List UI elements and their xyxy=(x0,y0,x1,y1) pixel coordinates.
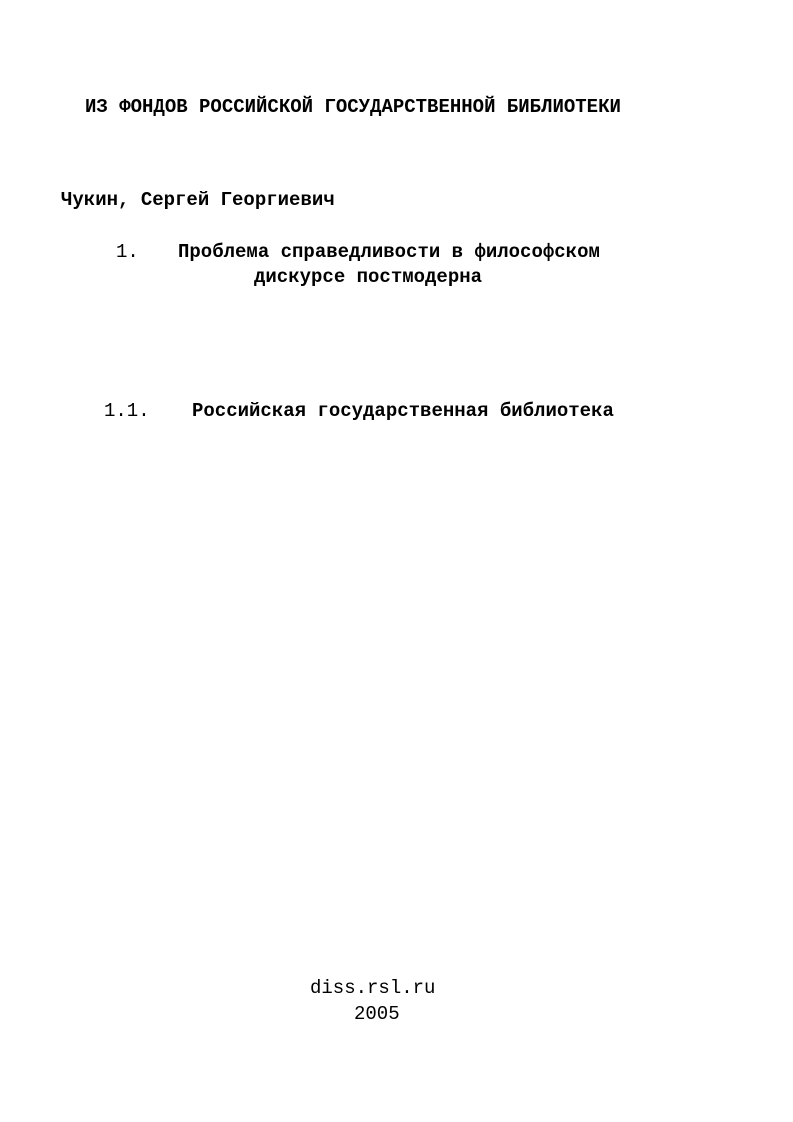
title-number: 1. xyxy=(116,241,139,263)
title-line-2: дискурсе постмодерна xyxy=(254,266,483,288)
author-name: Чукин, Сергей Георгиевич xyxy=(61,189,335,211)
subtitle-number: 1.1. xyxy=(104,400,150,422)
footer-site: diss.rsl.ru xyxy=(310,977,436,999)
library-header: ИЗ ФОНДОВ РОССИЙСКОЙ ГОСУДАРСТВЕННОЙ БИБЛИОТЕКИ xyxy=(85,96,621,118)
footer-year: 2005 xyxy=(354,1003,400,1025)
subtitle-text: Российская государственная библиотека xyxy=(192,400,614,422)
title-line-1: Проблема справедливости в философском xyxy=(178,241,600,263)
